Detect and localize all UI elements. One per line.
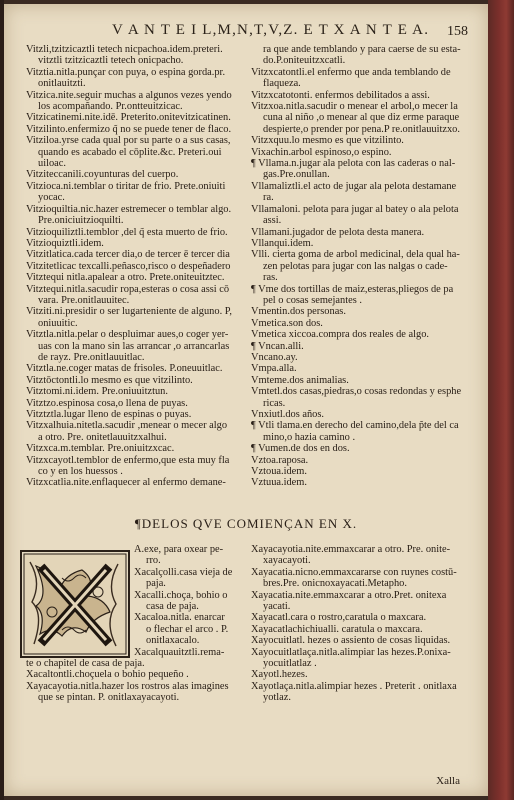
running-title: V A N T E I L,M,N,T,V,Z. E T X A N T E A. — [112, 22, 430, 38]
right-column — [251, 44, 473, 489]
text-line: Xayacatia.nite.emmaxcarar a otro.Pret. onitexa — [251, 589, 447, 601]
text-line: Vmtetl.dos casas,piedras,o cosas redondas y esphe — [251, 386, 462, 398]
text-line: ¶ Vncan.alli. — [251, 340, 304, 352]
text-line: Xayocuitlatlaça.nitla.alimpiar las hezes.P.onixa- — [251, 646, 451, 658]
text-line: Vmetica xiccoa.compra dos reales de algo. — [251, 329, 430, 341]
text-line: ¶ Vllama.n.jugar ala pelota con las caderas o nal- — [251, 158, 456, 170]
text-line: Vitziloa.yrse cada qual por su parte o a sus casas, — [26, 135, 231, 147]
text-line: Vitztia.nitla.punçar con puya, o espina gorda.pr. — [26, 66, 226, 78]
x-entries-right-column — [251, 544, 473, 704]
text-line: que se pintan. P. onitlaxayacayoti. — [38, 692, 180, 704]
text-line: A.exe, para oxear pe- — [134, 544, 224, 555]
text-line: Vitzxcatontli.el enfermo que anda temblando de — [251, 66, 451, 78]
text-line: ¶ Vtli tlama.en derecho del camino,dela p̃te del ca — [251, 420, 459, 432]
text-line: rro. — [146, 555, 161, 567]
text-line: mino,o hazia camino . — [263, 431, 356, 443]
text-line: Vllamani.jugador de pelota desta manera. — [251, 226, 425, 238]
text-line: Vixachin.arbol espinoso,o espino. — [251, 146, 392, 158]
text-line: Vitztequi nitla.apalear a otro. Prete.oniteuitztec. — [26, 272, 225, 284]
text-line: quando es acabado el cōplite.&c. Preteri.oui — [38, 146, 222, 158]
text-line: yotlaz. — [263, 692, 291, 704]
text-line: yocuitlatlaz . — [263, 658, 317, 670]
text-line: Xayotl.hezes. — [251, 669, 308, 681]
text-line: ¶ Vumen.de dos en dos. — [251, 443, 350, 455]
text-line: ra. — [263, 192, 274, 204]
text-line: Vitzxca.m.temblar. Pre.oniuitzxcac. — [26, 443, 175, 455]
text-line: ra que ande temblando y para caerse de su esta- — [263, 44, 461, 55]
text-line: a otro. Pre. onitetlauuitzxalhui. — [38, 431, 167, 443]
text-line: Vmteme.dos animalias. — [251, 374, 349, 386]
text-line: gas.Pre.onullan. — [263, 169, 330, 181]
text-line: Vitzicatinemi.nite.idē. Preterito.onitevitzicatinen. — [26, 112, 231, 124]
text-line: uas con la mano sin las arrancar ,o arrancarlas — [38, 340, 230, 352]
text-line: Vitztzo.espinosa cosa,o llena de puyas. — [26, 397, 188, 409]
text-line: yocac. — [38, 192, 65, 204]
text-line: ras. — [263, 272, 278, 284]
text-line: flaqueza. — [263, 78, 301, 90]
text-line: xayacayoti. — [263, 555, 311, 567]
catchword: Xalla — [436, 775, 460, 787]
text-line: cuna al niño ,o menear al que diz erme paraque — [263, 112, 460, 124]
text-line: uiloac. — [38, 158, 66, 170]
text-line: Vitztōctontli.lo mesmo es que vitzilinto. — [26, 374, 193, 386]
text-line: Xacalçolli.casa vieja de — [134, 566, 233, 578]
text-line: Vllanqui.idem. — [251, 237, 314, 249]
text-line: yacati. — [263, 601, 291, 613]
text-line: Vitzxoa.nitla.sacudir o menear el arbol,o mecer la — [251, 101, 458, 113]
text-line: Vitzxcatlia.nite.enflaquecer al enfermo demane- — [26, 477, 226, 489]
text-line: Vitzli,tzitzicaztli tetech nicpachoa.idem.preteri. — [26, 44, 223, 55]
text-line: Xayacayotia.nitla.hazer los rostros alas imagines — [26, 680, 229, 692]
page-number: 158 — [447, 24, 468, 39]
text-line: Vitzilinto.enfermizo q̃ no se puede tener de flaco. — [26, 123, 232, 135]
text-line: Vitzxalhuia.nitetla.sacudir ,menear o mecer algo — [26, 420, 228, 432]
running-header — [4, 22, 488, 44]
text-line: Xayacatia.nicno.emmaxcararse con ruynes costū- — [251, 566, 457, 578]
text-line: do.P.oniteuitzxcatli. — [263, 55, 346, 67]
text-line: pel o cosas semejantes . — [263, 294, 362, 306]
text-line: Vitztla.nitla.pelar o despluimar aues,o coger yer- — [26, 329, 229, 341]
text-line: Vmentin.dos personas. — [251, 306, 346, 318]
text-line: Vitztla.ne.coger matas de frisoles. P.oneuuitlac. — [26, 363, 223, 375]
text-line: Xayacatl.cara o rostro,caratula o maxcara. — [251, 612, 427, 624]
text-line: o flechar el arco . P. — [146, 623, 229, 635]
text-line: Vitzxquu.lo mesmo es que vitzilinto. — [251, 135, 404, 147]
text-line: ricas. — [263, 397, 286, 409]
text-line: Vitzioquiltia.nic.hazer estremecer o temblar algo. — [26, 203, 232, 215]
x-entries-beside-initial — [134, 544, 254, 658]
text-line: Vnxiutl.dos años. — [251, 409, 325, 420]
decorated-initial-x — [20, 550, 130, 658]
text-line: de rayz. Pre.onitlauuitlac. — [38, 351, 145, 363]
text-line: los acompañando. Pr.ontteuitzicac. — [38, 101, 183, 113]
text-line: Vztuua.idem. — [251, 477, 307, 489]
text-line: casa de paja. — [146, 601, 199, 613]
text-line: Xayacayotia.nite.emmaxcarar a otro. Pre. onite- — [251, 544, 451, 555]
text-line: oniuuitic. — [38, 317, 78, 329]
x-entries-below-initial — [26, 658, 256, 704]
text-line: bres.Pre. onicnoxayacati.Metapho. — [263, 578, 407, 590]
book-page — [4, 4, 488, 796]
text-line: despierte,o prender por pena.P re.onitlauuitzxo. — [263, 123, 460, 135]
text-line: Xacaloa.nitla. enarcar — [134, 612, 225, 624]
text-line: Vitzitetlicac texcalli.peñasco,risco o despeñadero — [26, 260, 231, 272]
book-edge — [488, 0, 514, 800]
text-line: ¶ Vme dos tortillas de maiz,esteras,pliegos de pa — [251, 283, 454, 295]
text-line: Vitztequi.nitla.sacudir ropa,esteras o cosa assi cō — [26, 283, 230, 295]
text-line: vitztli tzitzicaztli tetech onicpacho. — [38, 55, 184, 67]
text-line: Xayacatlachichiualli. caratula o maxcara. — [251, 623, 423, 635]
text-line: Vitzxcatotonti. enfermos debilitados a assi. — [251, 89, 430, 101]
text-line: Xacalli.choça, bohio o — [134, 589, 228, 601]
text-line: Vlli. cierta goma de arbol medicinal, dela qual ha- — [251, 249, 460, 261]
text-line: vara. Pre.onitlauuitec. — [38, 294, 130, 306]
text-line: paja. — [146, 578, 166, 590]
text-line: Vitzioquiztli.idem. — [26, 237, 104, 249]
text-line: Xacalquauitztli.rema- — [134, 646, 225, 658]
text-line: Vitztztla.lugar lleno de espinas o puyas. — [26, 409, 192, 420]
text-line: Vztoa.raposa. — [251, 454, 309, 466]
text-line: te o chapitel de casa de paja. — [26, 658, 145, 669]
text-line: Xayotlaça.nitla.alimpiar hezes . Preterit . onitlaxa — [251, 680, 457, 692]
text-line: Vitzxcayotl.temblor de enfermo,que esta muy fla — [26, 454, 230, 466]
text-line: Vmpa.alla. — [251, 363, 297, 375]
text-line: Xayocuitlatl. hezes o assiento de cosas liquidas. — [251, 635, 451, 647]
left-column — [26, 44, 238, 489]
text-line: co y en los huessos . — [38, 466, 123, 478]
text-line: Vllamaloni. pelota para jugar al batey o ala pelota — [251, 203, 459, 215]
text-line: Vmetica.son dos. — [251, 317, 323, 329]
text-line: Vitziti.ni.presidir o ser lugarteniente de alguno. P, — [26, 306, 232, 318]
text-line: onitlaxacalo. — [146, 635, 200, 647]
text-line: Vitzica.nite.seguir muchas a algunos vezes yendo — [26, 89, 232, 101]
text-line: Vitztomi.ni.idem. Pre.oniuuitztun. — [26, 386, 168, 398]
text-line: Vllamaliztli.el acto de jugar ala pelota destamane — [251, 180, 457, 192]
text-line: Vitzioca.ni.temblar o tiritar de frio. Prete.oniuiti — [26, 180, 226, 192]
text-line: zen pelotas para jugar con las nalgas o cade- — [263, 260, 448, 272]
text-line: Vitziteccanili.coyunturas del cuerpo. — [26, 169, 179, 181]
section-heading: ¶DELOS QVE COMIENÇAN EN X. — [134, 516, 358, 531]
text-line: Xacaltontli.choçuela o bohio pequeño . — [26, 669, 189, 681]
text-line: onitlauitzti. — [38, 78, 86, 90]
text-line: Vncano.ay. — [251, 351, 298, 363]
text-line: Pre.oniciuitzioquilti. — [38, 215, 124, 227]
text-line: Vztoua.idem. — [251, 466, 307, 478]
text-line: Vitzioquiliztli.temblor ,del q̃ esta muerto de frio. — [26, 226, 228, 238]
text-line: Vitzitlatica.cada tercer dia,o de tercer ē tercer dia — [26, 249, 230, 261]
text-line: assi. — [263, 215, 282, 227]
